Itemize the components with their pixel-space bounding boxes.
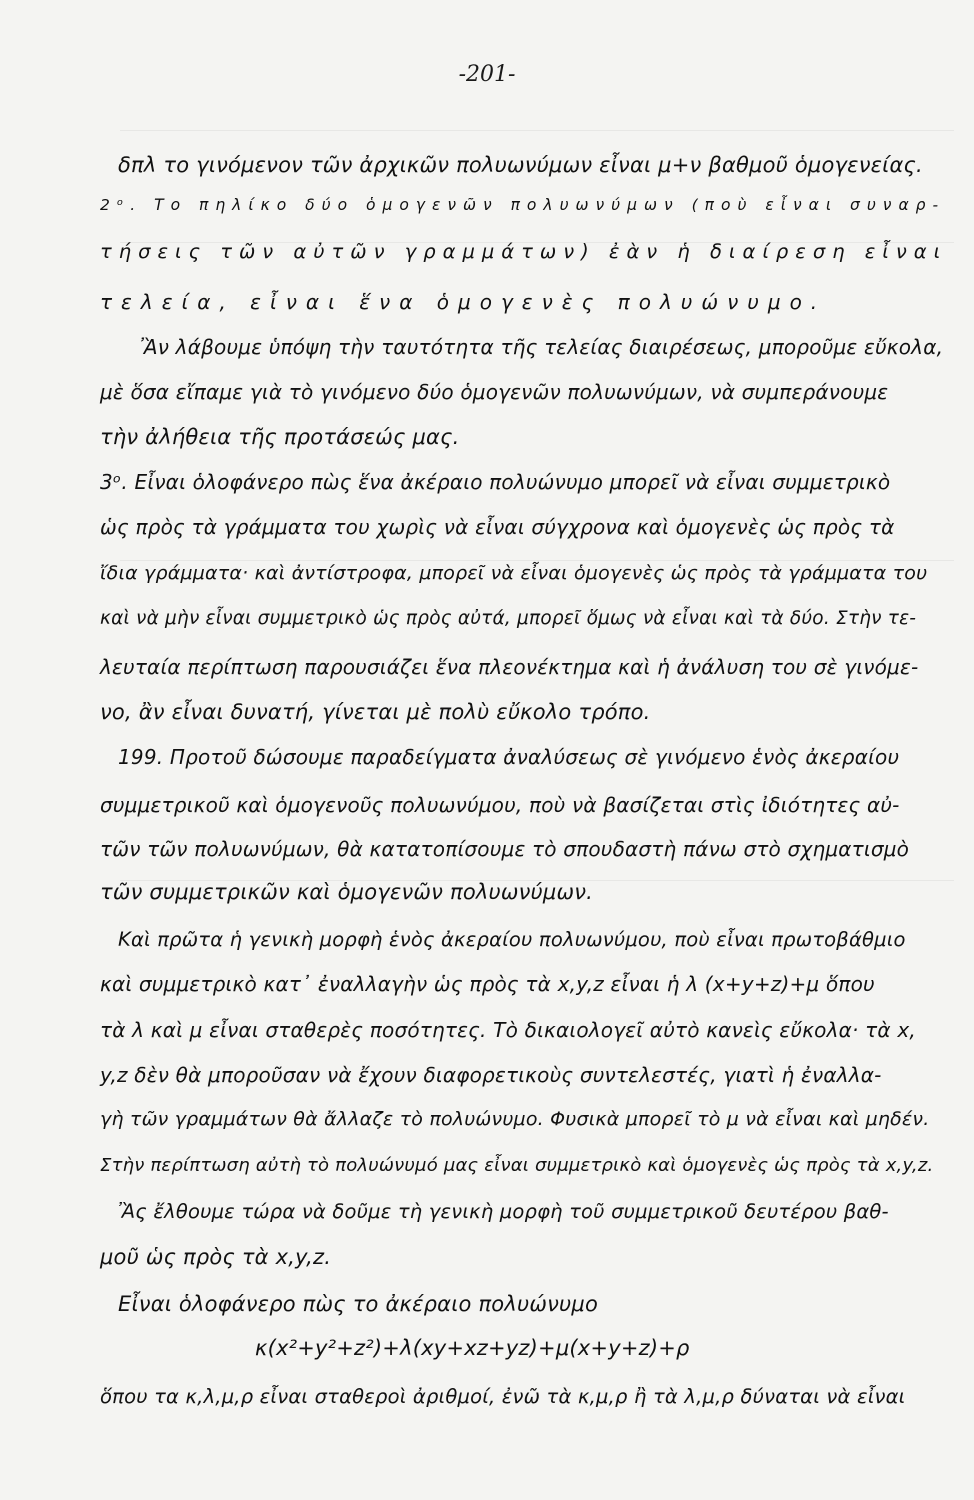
- text-line: ὅπου τα κ,λ,μ,ρ εἶναι σταθεροὶ ἀριθμοί, ἐνῶ τὰ κ,μ,ρ ἢ τὰ λ,μ,ρ δύναται νὰ εἶναι: [100, 1385, 906, 1408]
- text-line: λευταία περίπτωση παρουσιάζει ἕνα πλεονέκτημα καὶ ἡ ἀνάλυση του σὲ γινόμε-: [100, 655, 919, 679]
- text-line: δπλ το γινόμενον τῶν ἀρχικῶν πολυωνύμων εἶναι μ+ν βαθμοῦ ὁμογενείας.: [118, 153, 923, 177]
- text-line: μὲ ὅσα εἴπαμε γιὰ τὸ γινόμενο δύο ὁμογενῶν πολυωνύμων, νὰ συμπεράνουμε: [100, 380, 889, 404]
- text-line: καὶ συμμετρικὸ κατ᾽ ἐναλλαγὴν ὡς πρὸς τὰ x,y,z εἶναι ἡ λ (x+y+z)+μ ὅπου: [100, 972, 875, 996]
- text-line: ἴδια γράμματα· καὶ ἀντίστροφα, μπορεῖ νὰ εἶναι ὁμογενὲς ὡς πρὸς τὰ γράμματα του: [100, 562, 928, 584]
- text-line: τήσεις τῶν αὐτῶν γραμμάτων) ἐὰν ἡ διαίρεση εἶναι: [100, 240, 948, 263]
- text-line: 199. Προτοῦ δώσουμε παραδείγματα ἀναλύσεως σὲ γινόμενο ἑνὸς ἀκεραίου: [118, 745, 900, 769]
- bleed-through-line: [120, 560, 954, 561]
- bleed-through-line: [120, 130, 954, 131]
- text-line: Στὴν περίπτωση αὐτὴ τὸ πολυώνυμό μας εἶναι συμμετρικὸ καὶ ὁμογενὲς ὡς πρὸς τὰ x,y,z.: [100, 1155, 934, 1176]
- text-line: συμμετρικοῦ καὶ ὁμογενοῦς πολυωνύμου, ποὺ νὰ βασίζεται στὶς ἰδιότητες αὐ-: [100, 793, 900, 817]
- text-line: τὴν ἀλήθεια τῆς προτάσεώς μας.: [100, 425, 460, 449]
- text-line: Ἂς ἔλθουμε τώρα νὰ δοῦμε τὴ γενικὴ μορφὴ τοῦ συμμετρικοῦ δευτέρου βαθ-: [118, 1200, 889, 1223]
- text-line: τῶν τῶν πολυωνύμων, θὰ κατατοπίσουμε τὸ σπουδαστὴ πάνω στὸ σχηματισμὸ: [100, 837, 910, 861]
- text-line: Καὶ πρῶτα ἡ γενικὴ μορφὴ ἑνὸς ἀκεραίου πολυωνύμου, ποὺ εἶναι πρωτοβάθμιο: [118, 928, 906, 951]
- text-line: τὰ λ καὶ μ εἶναι σταθερὲς ποσότητες. Τὸ δικαιολογεῖ αὐτὸ κανεὶς εὔκολα· τὰ x,: [100, 1018, 916, 1042]
- text-line: Ἂν λάβουμε ὑπόψη τὴν ταυτότητα τῆς τελείας διαιρέσεως, μποροῦμε εὔκολα,: [140, 335, 944, 359]
- text-line: 3ᵒ. Εἶναι ὁλοφάνερο πὼς ἕνα ἀκέραιο πολυώνυμο μπορεῖ νὰ εἶναι συμμετρικὸ: [100, 470, 891, 494]
- text-line: μοῦ ὡς πρὸς τὰ x,y,z.: [100, 1245, 332, 1269]
- text-line: Εἶναι ὁλοφάνερο πὼς το ἀκέραιο πολυώνυμο: [118, 1292, 598, 1316]
- text-line: 2ᵒ. Το πηλίκο δύο ὁμογενῶν πολυωνύμων (ποὺ εἶναι συναρ-: [100, 196, 946, 214]
- text-line: ὡς πρὸς τὰ γράμματα του χωρὶς νὰ εἶναι σύγχρονα καὶ ὁμογενὲς ὡς πρὸς τὰ: [100, 515, 895, 539]
- text-line: y,z δὲν θὰ μποροῦσαν νὰ ἔχουν διαφορετικοὺς συντελεστές, γιατὶ ἡ ἐναλλα-: [100, 1063, 882, 1087]
- page-number: -201-: [458, 62, 516, 87]
- text-line: τελεία, εἶναι ἕνα ὁμογενὲς πολυώνυμο.: [100, 290, 827, 314]
- text-line: νο, ἂν εἶναι δυνατή, γίνεται μὲ πολὺ εὔκολο τρόπο.: [100, 700, 651, 724]
- text-line: γὴ τῶν γραμμάτων θὰ ἄλλαζε τὸ πολυώνυμο. Φυσικὰ μπορεῖ τὸ μ νὰ εἶναι καὶ μηδέν.: [100, 1108, 930, 1130]
- formula-line: κ(x²+y²+z²)+λ(xy+xz+yz)+μ(x+y+z)+ρ: [255, 1336, 690, 1360]
- text-line: τῶν συμμετρικῶν καὶ ὁμογενῶν πολυωνύμων.: [100, 880, 594, 904]
- text-line: καὶ νὰ μὴν εἶναι συμμετρικὸ ὡς πρὸς αὐτά, μπορεῖ ὅμως νὰ εἶναι καὶ τὰ δύο. Στὴν τε-: [100, 608, 917, 629]
